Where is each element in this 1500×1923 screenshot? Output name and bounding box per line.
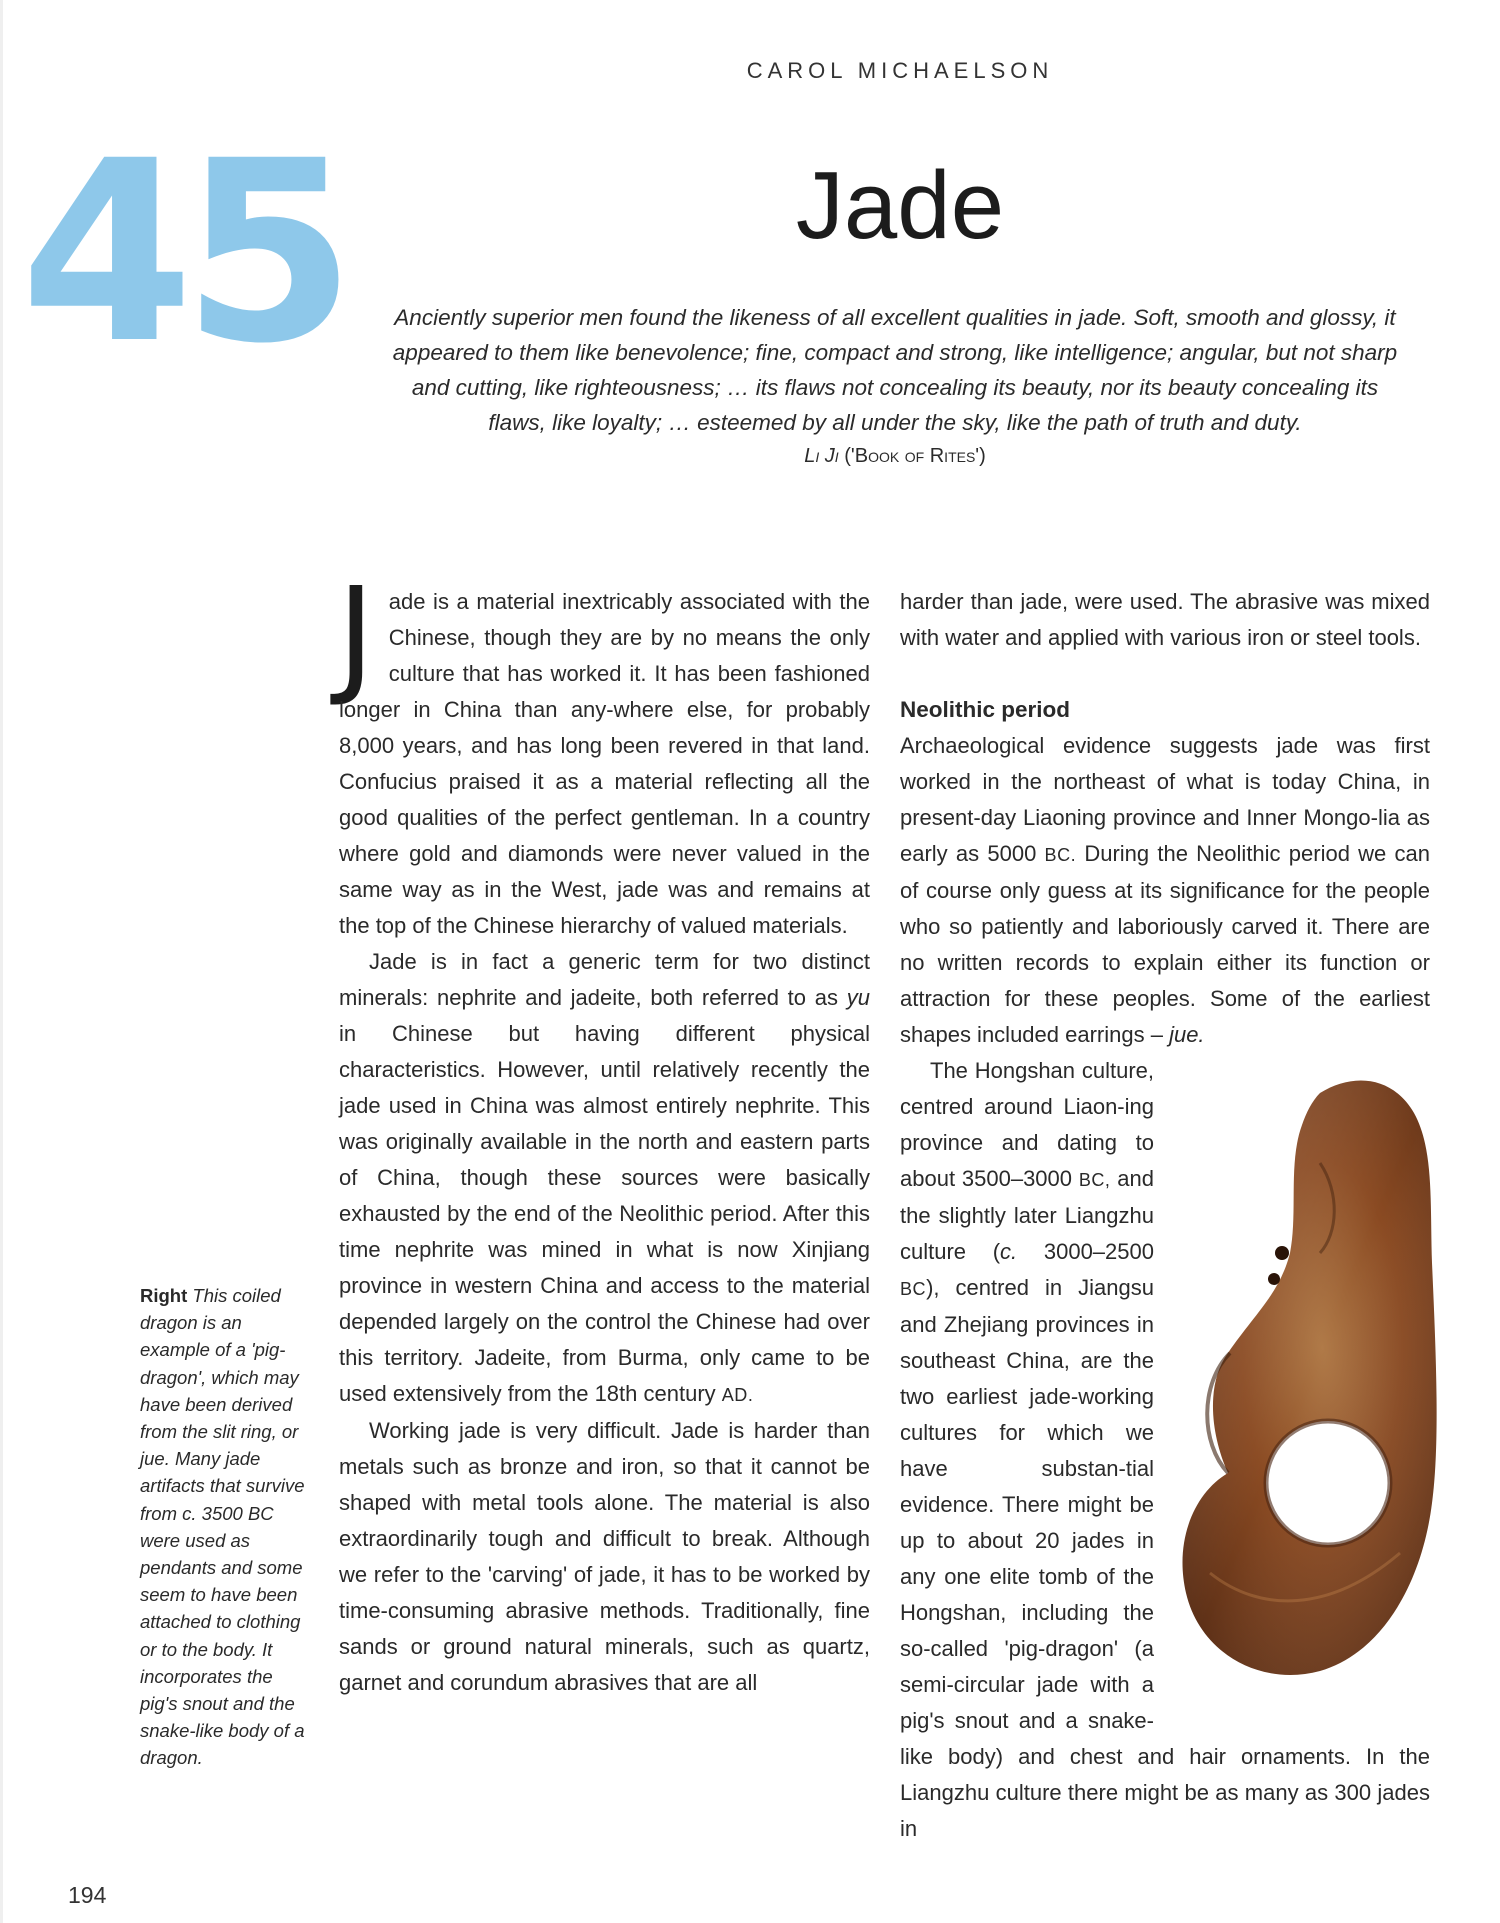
term-yu: yu (846, 985, 870, 1010)
paragraph-2: Jade is in fact a generic term for two distinct minerals: nephrite and jadeite, both referred to as yu in Chinese but having different physical characteristics. However, until relatively recently the jade used in China was almost entirely nephrite. This was originally available in the north and eastern parts of China, though these sources were basically exhausted by the end of the Neolithic period. After this time nephrite was mined in what is now Xinjiang province in western China and access to the material depended largely on the control the Chinese had over this territory. Jadeite, from Burma, only came to be used extensively from the 18th century AD. (339, 949, 870, 1406)
paragraph-4: harder than jade, were used. The abrasive was mixed with water and applied with various iron or steel tools. (900, 589, 1430, 650)
epigraph-source (390, 442, 1400, 470)
jade-sheen (1182, 1080, 1436, 1674)
chapter-title: Jade (795, 152, 1005, 259)
drop-cap: J (337, 561, 375, 710)
jade-eye-hole-2 (1268, 1273, 1280, 1285)
paragraph-6: The Hongshan culture, centred around Liaon-ing province and dating to about 3500–3000 BC, and the slightly later Liangzhu culture (c. 3000–2500 BC), centred in Jiangsu and Zhejiang provinces in southeast China, are the two earliest jade-working cultures for which we have substan-tial evidence. There might be up to about 20 jades in any one elite tomb of the Hongshan, including the so-called 'pig-dragon' (a semi-circular jade with a pig's snout and a snake-like body) and chest and hair ornaments. In the Liangzhu culture there might be as many as 300 jades in (900, 1058, 1430, 1841)
term-jue: jue. (1169, 1022, 1205, 1047)
paragraph-5: Archaeological evidence suggests jade was first worked in the northeast of what is today China, in present-day Liaoning province and Inner Mongo-lia as early as 5000 BC. During the Neolithic period we can of course only guess at its significance for the people who so patiently and laboriously carved it. There are no written records to explain either its function or attraction for these peoples. Some of the earliest shapes included earrings – jue. (900, 733, 1430, 1047)
epigraph-source-title: ('Book of Rites') (844, 445, 986, 467)
term-circa: c. (1000, 1239, 1018, 1264)
chapter-number: 45 (20, 107, 344, 398)
author-name: CAROL MICHAELSON (746, 58, 1054, 83)
paragraph-3: Working jade is very difficult. Jade is harder than metals such as bronze and iron, so that it cannot be shaped with metal tools alone. The material is also extraordinarily tough and difficult to break. Although we refer to the 'carving' of jade, it has to be worked by time-consuming abrasive methods. Traditionally, fine sands or ground natural minerals, such as quartz, garnet and corundum abrasives that are all (339, 1418, 870, 1695)
section-heading: Neolithic period (900, 697, 1071, 722)
caption-text: This coiled dragon is an example of a 'pig-dragon', which may have been derived from the slit ring, or jue. Many jade artifacts that survive from c. 3500 BC were used as pendants and some seem to have been attached to clothing or to the body. It incorporates the pig's snout and the snake-like body of a dragon. (140, 1285, 305, 1769)
section-spacer (900, 656, 1430, 692)
body-column-right (900, 584, 1430, 1847)
jade-eye-hole-1 (1275, 1246, 1289, 1260)
epigraph-text: Anciently superior men found the likeness of all excellent qualities in jade. Soft, smooth and glossy, it appeared to them like benevolence; fine, compact and strong, like intelligence; angular, but not sharp and cutting, like righteousness; … its flaws not concealing its beauty, nor its beauty concealing its flaws, like loyalty; … esteemed by all under the sky, like the path of truth and duty. (392, 305, 1398, 435)
jade-pig-dragon-image (1170, 1053, 1440, 1708)
epigraph-source-name: Li Ji (804, 445, 839, 467)
era-ad: AD. (721, 1385, 754, 1405)
page-number: 194 (68, 1882, 107, 1908)
era-bc-3: BC (900, 1279, 927, 1299)
era-bc: BC. (1044, 845, 1077, 865)
epigraph (390, 300, 1400, 470)
image-caption (140, 1282, 312, 1772)
caption-label: Right (140, 1285, 188, 1306)
paragraph-1: Jade is a material inextricably associated with the Chinese, though they are by no means the only culture that has worked it. It has been fashioned longer in China than any-where else, for probably 8,000 years, and has long been revered in that land. Confucius praised it as a material reflecting all the good qualities of the perfect gentleman. In a country where gold and diamonds were never valued in the same way as in the West, jade was and remains at the top of the Chinese hierarchy of valued materials. (337, 561, 870, 938)
body-column-left (337, 561, 870, 1701)
jade-pig-dragon-illustration (1170, 1053, 1440, 1708)
binding-edge (0, 0, 3, 1923)
era-bc-2: BC, (1078, 1170, 1111, 1190)
